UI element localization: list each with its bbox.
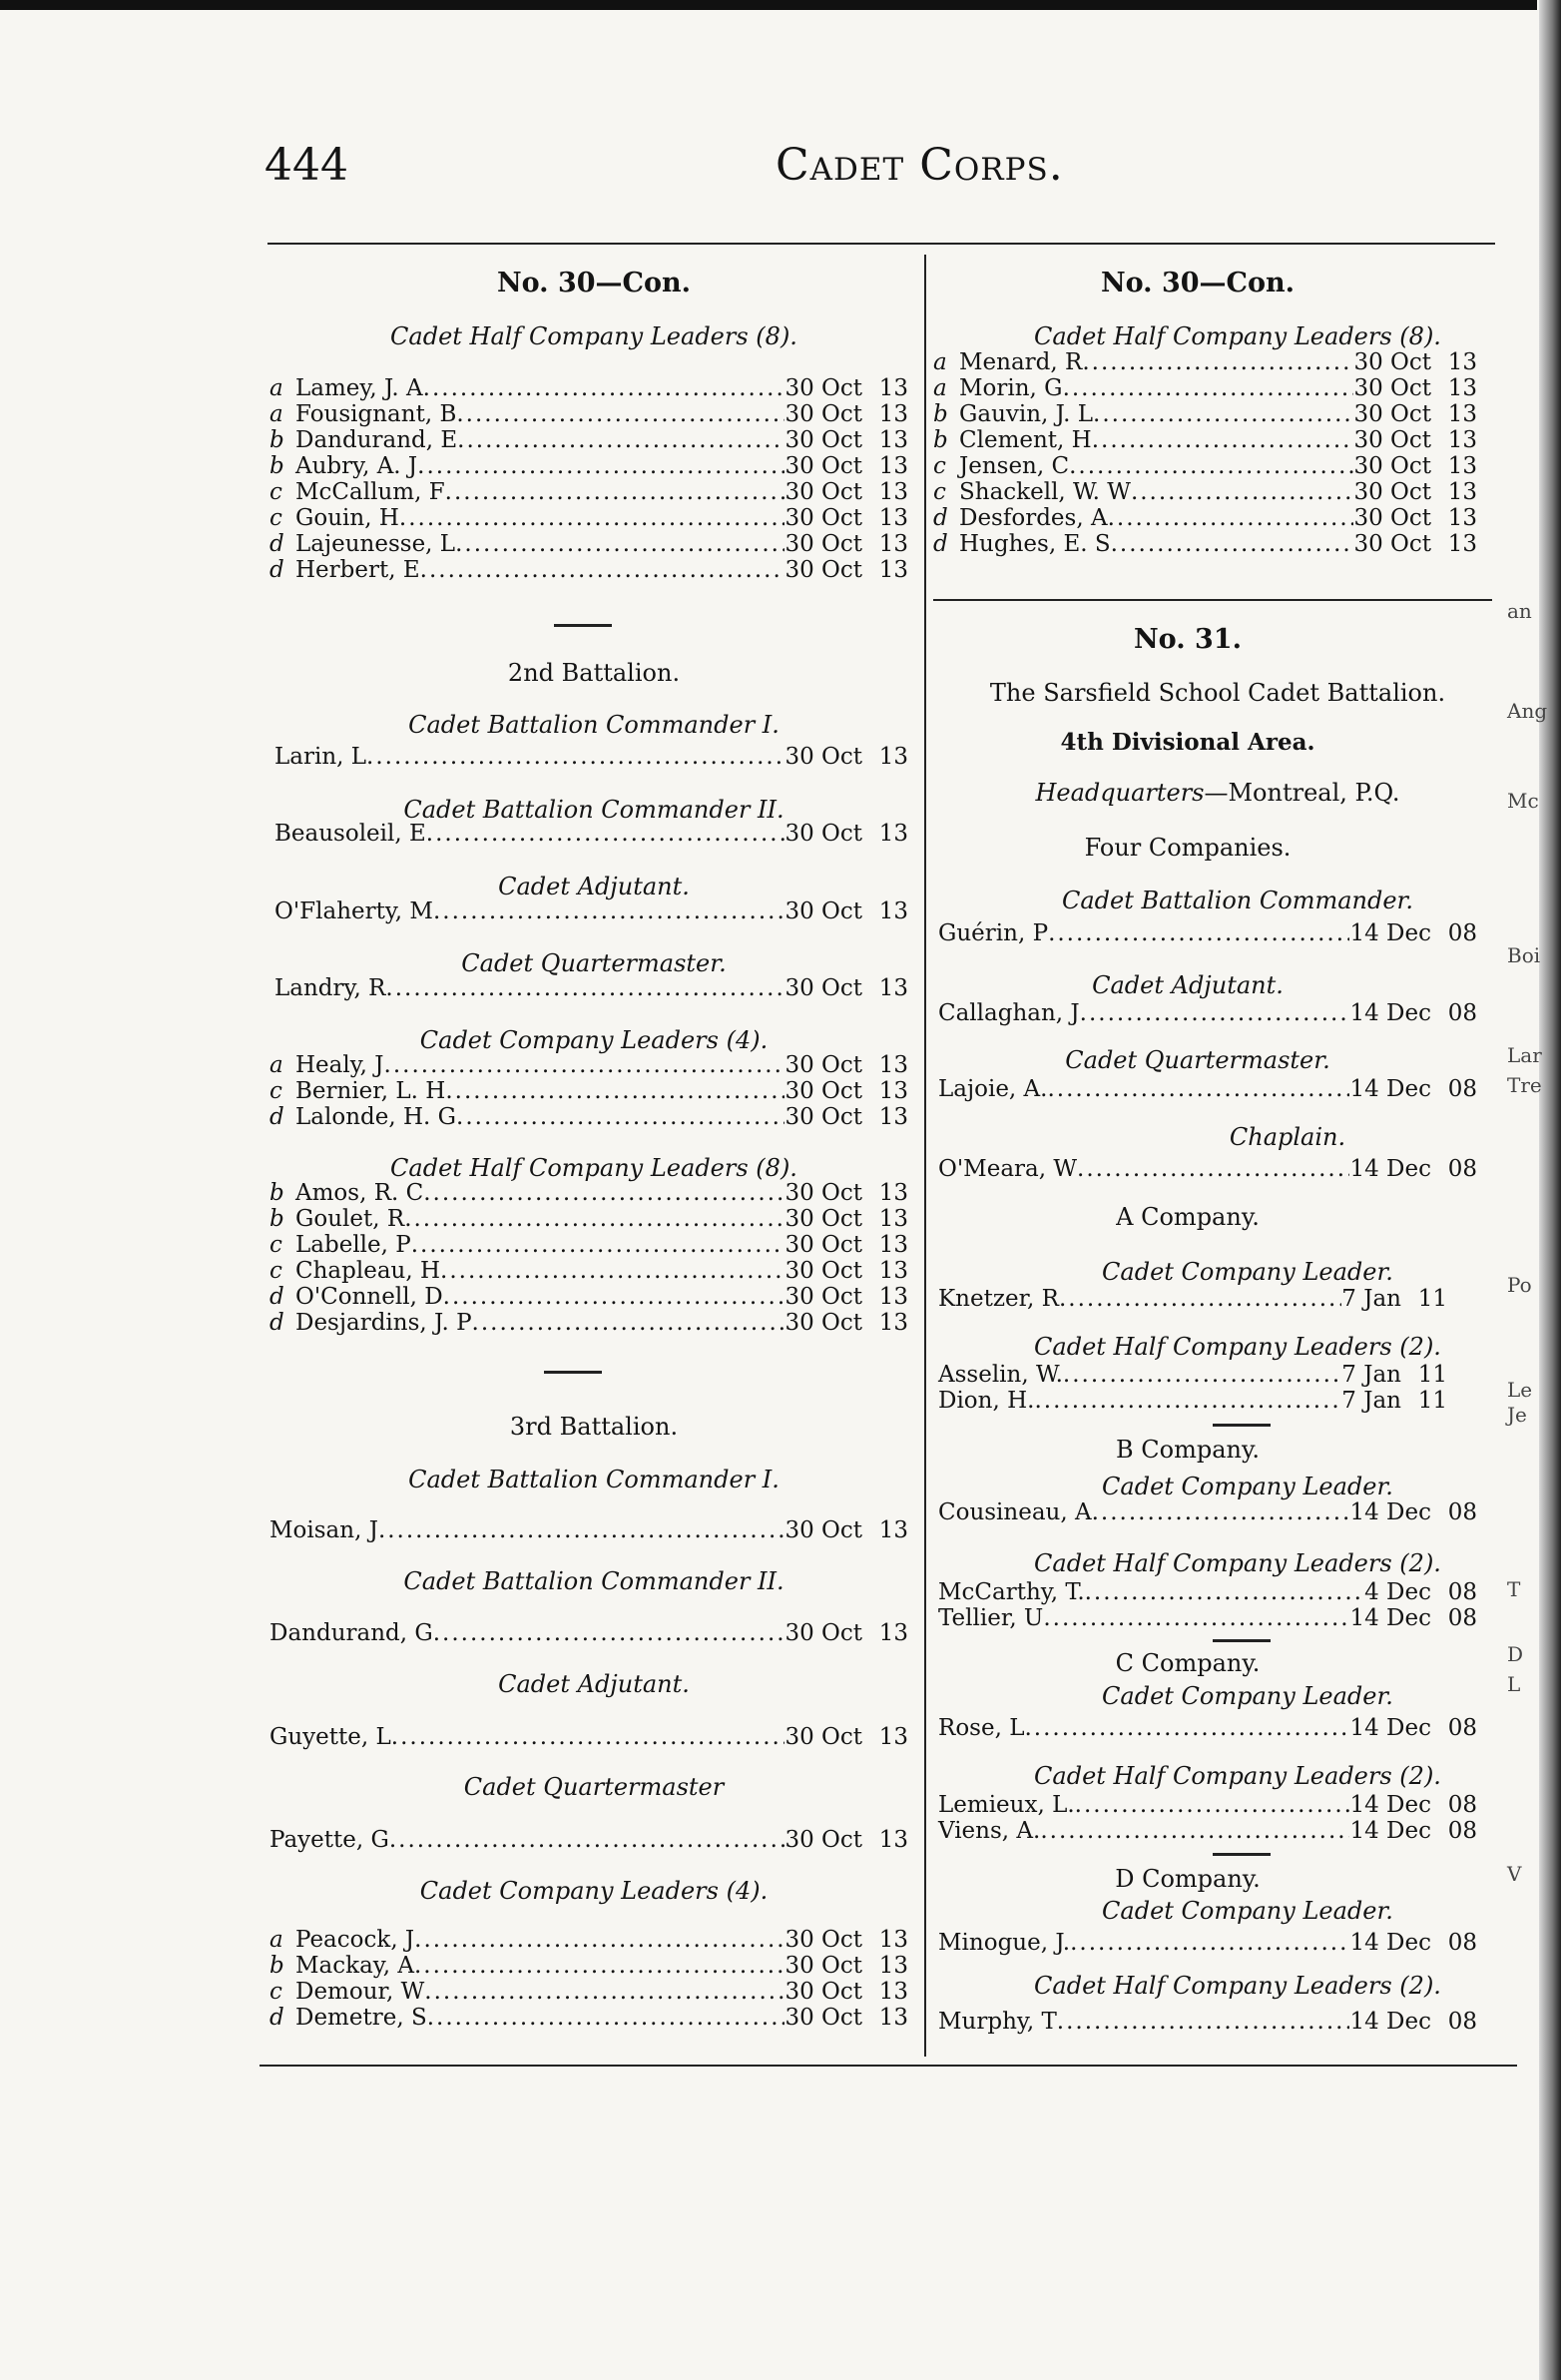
list-item [933, 453, 1477, 479]
entry-date: 30 Oct [784, 1979, 862, 2005]
entry-name: McCarthy, T. [938, 1579, 1085, 1605]
entry-name: Goulet, R [295, 1206, 405, 1232]
list-item: Beausoleil, E ..... 30 Oct 13 [274, 821, 908, 847]
entry-name: Asselin, W. [938, 1362, 1063, 1388]
entry-name: McCallum, F [295, 479, 445, 505]
entry-date: 30 Oct [784, 375, 862, 401]
entry-name: Lalonde, H. G [295, 1104, 457, 1130]
entry-year: 13 [1447, 479, 1477, 505]
list-item [269, 1078, 908, 1104]
rank-heading: Cadet Battalion Commander II. [403, 796, 784, 824]
list-item [269, 1258, 908, 1284]
page-title: Cadet Corps. [776, 140, 1064, 191]
entry-year: 13 [878, 1078, 908, 1104]
section-rule [933, 599, 1492, 601]
entry-year: 08 [1447, 1818, 1477, 1844]
list-item [933, 427, 1477, 453]
entry-year: 13 [878, 1927, 908, 1953]
entry-year: 08 [1447, 1792, 1477, 1818]
list-item [938, 1579, 1477, 1605]
entry-name: Bernier, L. H [295, 1078, 446, 1104]
list-item [938, 1818, 1477, 1844]
list-item [269, 1284, 908, 1310]
margin-fragment: Ang [1507, 699, 1548, 723]
margin-fragment: Tre [1507, 1073, 1542, 1097]
leader-dots [404, 1206, 784, 1232]
entry-prefix: d [933, 531, 948, 557]
entry-name: Mackay, A [295, 1953, 414, 1979]
entry-prefix: c [269, 1258, 282, 1284]
section-heading: No. 30—Con. [1100, 268, 1296, 298]
leader-dots [424, 1979, 784, 2005]
rank-heading: Cadet Half Company Leaders (2). [1034, 1762, 1441, 1790]
entry-year: 13 [878, 2005, 908, 2031]
rank-heading: Cadet Company Leaders (4). [419, 1877, 769, 1905]
entry-name: Desjardins, J. P [295, 1310, 472, 1336]
entry-date: 30 Oct [784, 1104, 862, 1130]
entry-year: 13 [1447, 427, 1477, 453]
entry-prefix: d [269, 557, 284, 583]
entry-date: 30 Oct [784, 1206, 862, 1232]
leader-dots [1063, 1362, 1341, 1388]
entry-name: Lajeunesse, L [295, 531, 456, 557]
entry-date: 14 Dec [1349, 1818, 1431, 1844]
entry-year: 13 [878, 401, 908, 427]
entry-name: Jensen, C [959, 453, 1070, 479]
page-top-edge [0, 0, 1537, 10]
list-item [938, 1388, 1447, 1414]
entry-name: Viens, A. [938, 1818, 1041, 1844]
margin-fragment: Le [1507, 1378, 1533, 1402]
leader-dots [443, 1284, 785, 1310]
entry-prefix: c [933, 479, 946, 505]
entry-name: Tellier, U [938, 1605, 1044, 1631]
entry-year: 13 [878, 1979, 908, 2005]
rank-heading: Cadet Adjutant. [498, 873, 690, 900]
entry-name: Peacock, J [295, 1927, 415, 1953]
entry-year: 13 [878, 505, 908, 531]
leader-dots [440, 1258, 784, 1284]
entry-prefix: c [269, 1078, 282, 1104]
entry-date: 30 Oct [784, 1078, 862, 1104]
entry-year: 13 [1447, 505, 1477, 531]
entry-prefix: b [269, 1206, 284, 1232]
section-divider [1213, 1639, 1271, 1642]
leader-dots [1063, 375, 1354, 401]
rank-heading: Cadet Company Leader. [1102, 1473, 1393, 1500]
rank-heading: Chaplain. [1229, 1123, 1346, 1151]
list-item [938, 1362, 1447, 1388]
entry-name: Healy, J [295, 1052, 384, 1078]
divisional-area: 4th Divisional Area. [1060, 729, 1315, 756]
entry-prefix: d [269, 531, 284, 557]
entry-name: Menard, R [959, 349, 1083, 375]
rank-heading: Cadet Battalion Commander I. [408, 711, 780, 739]
page-number: 444 [264, 140, 348, 191]
company-title: A Company. [1116, 1203, 1260, 1231]
company-title: D Company. [1115, 1865, 1261, 1893]
leader-dots [1082, 349, 1353, 375]
entry-prefix: a [269, 401, 283, 427]
list-item: Dandurand, G ..... 30 Oct 13 [269, 1620, 908, 1646]
margin-fragment: Boi [1507, 943, 1541, 967]
leader-dots [445, 1078, 784, 1104]
entry-prefix: c [269, 505, 282, 531]
leader-dots [423, 1180, 784, 1206]
entry-year: 13 [878, 1180, 908, 1206]
entry-date: 30 Oct [784, 1953, 862, 1979]
margin-fragment: Po [1507, 1273, 1532, 1297]
entry-name: O'Connell, D [295, 1284, 443, 1310]
entry-prefix: b [933, 401, 948, 427]
entry-year: 11 [1417, 1362, 1447, 1388]
list-item [933, 531, 1477, 557]
list-item [269, 1052, 908, 1078]
entry-prefix: c [269, 1979, 282, 2005]
list-item: Landry, R ..... 30 Oct 13 [274, 975, 908, 1001]
leader-dots [1092, 427, 1354, 453]
entry-name: Gouin, H [295, 505, 399, 531]
list-item: Larin, L ..... 30 Oct 13 [274, 744, 908, 770]
entry-date: 14 Dec [1349, 1792, 1431, 1818]
margin-fragment: L [1507, 1672, 1521, 1696]
list-item [269, 1953, 908, 1979]
margin-fragment: an [1507, 599, 1532, 623]
list-item [933, 505, 1477, 531]
entry-date: 30 Oct [784, 1284, 862, 1310]
entry-name: Herbert, E [295, 557, 420, 583]
entry-prefix: b [269, 453, 284, 479]
entry-year: 13 [878, 1284, 908, 1310]
leader-dots [423, 375, 785, 401]
entry-date: 30 Oct [1353, 479, 1431, 505]
leader-dots [1108, 505, 1354, 531]
list-item [269, 505, 908, 531]
entry-prefix: b [269, 427, 284, 453]
list-item [269, 375, 908, 401]
entry-name: Demetre, S [295, 2005, 427, 2031]
entry-date: 7 Jan [1341, 1362, 1401, 1388]
list-item: Rose, L ..... 14 Dec 08 [938, 1715, 1477, 1741]
entry-date: 30 Oct [1353, 453, 1431, 479]
entry-name: Clement, H [959, 427, 1092, 453]
list-item [269, 1180, 908, 1206]
entry-date: 30 Oct [1353, 401, 1431, 427]
rank-heading: Cadet Half Company Leaders (2). [1034, 1972, 1441, 2000]
entry-prefix: c [269, 1232, 282, 1258]
list-item [269, 2005, 908, 2031]
column-divider [924, 255, 926, 2057]
leader-dots [1034, 1388, 1341, 1414]
entry-date: 30 Oct [1353, 427, 1431, 453]
company-title: C Company. [1115, 1649, 1261, 1677]
section-divider [1213, 1424, 1271, 1427]
entry-date: 30 Oct [784, 479, 862, 505]
list-item [933, 375, 1477, 401]
list-item: Callaghan, J ..... 14 Dec 08 [938, 1000, 1477, 1026]
entry-date: 30 Oct [1353, 349, 1431, 375]
entry-year: 13 [878, 1232, 908, 1258]
section-divider [554, 624, 612, 627]
entry-name: Fousignant, B [295, 401, 457, 427]
entry-name: Chapleau, H [295, 1258, 441, 1284]
list-item: O'Flaherty, M ..... 30 Oct 13 [274, 898, 908, 924]
rank-heading: Cadet Half Company Leaders (8). [1034, 322, 1441, 350]
leader-dots [1085, 1579, 1364, 1605]
entry-prefix: c [269, 479, 282, 505]
entry-name: Hughes, E. S [959, 531, 1111, 557]
entry-year: 13 [1447, 401, 1477, 427]
list-item [269, 1104, 908, 1130]
list-item [269, 1232, 908, 1258]
entry-prefix: d [269, 1310, 284, 1336]
list-item: Minogue, J. ..... 14 Dec 08 [938, 1930, 1477, 1956]
rank-heading: Cadet Company Leader. [1102, 1682, 1393, 1710]
list-item: Lajoie, A. ..... 14 Dec 08 [938, 1076, 1477, 1102]
margin-fragment: T [1507, 1577, 1521, 1601]
entry-date: 7 Jan [1341, 1388, 1401, 1414]
entry-prefix: b [269, 1953, 284, 1979]
entry-date: 30 Oct [784, 1927, 862, 1953]
entry-date: 30 Oct [784, 1310, 862, 1336]
margin-fragment: Lar [1507, 1043, 1542, 1067]
entry-prefix: b [269, 1180, 284, 1206]
entry-year: 13 [878, 427, 908, 453]
rank-heading: Cadet Battalion Commander. [1061, 887, 1414, 914]
rank-heading: Cadet Adjutant. [498, 1670, 690, 1698]
leader-dots [1040, 1818, 1349, 1844]
rank-heading: Cadet Half Company Leaders (8). [390, 322, 797, 350]
entry-year: 13 [878, 1258, 908, 1284]
battalion-number: No. 31. [1134, 624, 1242, 655]
list-item: Cousineau, A ..... 14 Dec 08 [938, 1499, 1477, 1525]
battalion-heading: 3rd Battalion. [509, 1413, 679, 1441]
rank-heading: Cadet Half Company Leaders (2). [1034, 1549, 1441, 1577]
leader-dots [455, 531, 784, 557]
list-item: O'Meara, W ..... 14 Dec 08 [938, 1156, 1477, 1182]
rank-heading: Cadet Half Company Leaders (8). [390, 1154, 797, 1182]
battalion-heading: 2nd Battalion. [507, 659, 681, 687]
entry-name: Demour, W [295, 1979, 425, 2005]
entry-name: Labelle, P [295, 1232, 411, 1258]
rank-heading: Cadet Quartermaster. [461, 949, 727, 977]
entry-year: 13 [878, 479, 908, 505]
entry-date: 30 Oct [1353, 505, 1431, 531]
margin-fragment: D [1507, 1642, 1524, 1666]
entry-date: 30 Oct [784, 1180, 862, 1206]
entry-prefix: d [269, 1104, 284, 1130]
entry-date: 30 Oct [784, 531, 862, 557]
leader-dots [456, 401, 784, 427]
rank-heading: Cadet Adjutant. [1092, 971, 1284, 999]
leader-dots [420, 557, 785, 583]
page-binding-edge [1539, 0, 1561, 2380]
list-item [269, 453, 908, 479]
rank-heading: Cadet Company Leaders (4). [419, 1026, 769, 1054]
entry-year: 13 [878, 1953, 908, 1979]
battalion-name: The Sarsfield School Cadet Battalion. [989, 679, 1446, 707]
entry-prefix: a [933, 349, 947, 375]
entry-year: 13 [878, 557, 908, 583]
entry-name: Aubry, A. J [295, 453, 418, 479]
company-title: B Company. [1116, 1436, 1260, 1464]
leader-dots [411, 1232, 785, 1258]
leader-dots [384, 1052, 785, 1078]
entry-name: Dandurand, E [295, 427, 458, 453]
list-item: Murphy, T ..... 14 Dec 08 [938, 2009, 1477, 2035]
leader-dots [1111, 531, 1354, 557]
leader-dots [1069, 453, 1353, 479]
entry-date: 30 Oct [1353, 531, 1431, 557]
entry-year: 13 [878, 375, 908, 401]
list-item [933, 349, 1477, 375]
entry-year: 13 [878, 453, 908, 479]
entry-prefix: c [933, 453, 946, 479]
header-rule [267, 243, 1495, 245]
footer-rule [260, 2065, 1517, 2067]
list-item [269, 1310, 908, 1336]
list-item: Payette, G ..... 30 Oct 13 [269, 1827, 908, 1853]
list-item [269, 427, 908, 453]
entry-prefix: a [269, 1927, 283, 1953]
list-item [938, 1792, 1477, 1818]
list-item: Knetzer, R ..... 7 Jan 11 [938, 1286, 1447, 1312]
list-item [269, 1206, 908, 1232]
list-item [933, 401, 1477, 427]
leader-dots [427, 2005, 785, 2031]
list-item [269, 479, 908, 505]
entry-year: 13 [1447, 531, 1477, 557]
entry-year: 08 [1447, 1605, 1477, 1631]
margin-fragment: Je [1507, 1403, 1527, 1427]
entry-name: Desfordes, A [959, 505, 1108, 531]
list-item [269, 557, 908, 583]
entry-year: 13 [1447, 375, 1477, 401]
rank-heading: Cadet Company Leader. [1102, 1258, 1393, 1286]
entry-year: 13 [878, 1310, 908, 1336]
rank-heading: Cadet Battalion Commander I. [408, 1466, 780, 1493]
leader-dots [1131, 479, 1354, 505]
entry-date: 30 Oct [784, 557, 862, 583]
entry-date: 30 Oct [784, 1258, 862, 1284]
entry-year: 08 [1447, 1579, 1477, 1605]
leader-dots [472, 1310, 785, 1336]
leader-dots [414, 1953, 784, 1979]
leader-dots [1043, 1605, 1349, 1631]
entry-date: 30 Oct [784, 401, 862, 427]
entry-prefix: d [933, 505, 948, 531]
entry-year: 13 [878, 531, 908, 557]
entry-date: 30 Oct [784, 1052, 862, 1078]
headquarters: Headquarters—Montreal, P.Q. [1035, 779, 1400, 807]
entry-year: 13 [878, 1104, 908, 1130]
list-item: Guyette, L ..... 30 Oct 13 [269, 1724, 908, 1750]
entry-year: 11 [1417, 1388, 1447, 1414]
list-item [938, 1605, 1477, 1631]
list-item [269, 1927, 908, 1953]
section-divider [544, 1371, 602, 1374]
entry-date: 30 Oct [784, 2005, 862, 2031]
rank-heading: Cadet Half Company Leaders (2). [1034, 1333, 1441, 1361]
entry-prefix: a [269, 1052, 283, 1078]
leader-dots [457, 427, 784, 453]
section-heading: No. 30—Con. [496, 268, 692, 298]
entry-name: Amos, R. C [295, 1180, 424, 1206]
entry-date: 30 Oct [784, 453, 862, 479]
entry-date: 30 Oct [784, 427, 862, 453]
entry-prefix: d [269, 1284, 284, 1310]
entry-date: 14 Dec [1349, 1605, 1431, 1631]
rank-heading: Cadet Quartermaster. [1065, 1046, 1330, 1074]
list-item [933, 479, 1477, 505]
companies-count: Four Companies. [1084, 834, 1292, 862]
rank-heading: Cadet Company Leader. [1102, 1897, 1393, 1925]
entry-name: Lemieux, L. [938, 1792, 1075, 1818]
margin-fragment: V [1507, 1862, 1522, 1886]
entry-prefix: d [269, 2005, 284, 2031]
rank-heading: Cadet Quartermaster [463, 1773, 725, 1801]
entry-name: Shackell, W. W [959, 479, 1131, 505]
entry-prefix: a [269, 375, 283, 401]
leader-dots [445, 479, 785, 505]
section-divider [1213, 1853, 1271, 1856]
entry-date: 30 Oct [784, 1232, 862, 1258]
entry-year: 13 [1447, 453, 1477, 479]
leader-dots [1075, 1792, 1350, 1818]
margin-fragment: Mc [1507, 789, 1539, 813]
leader-dots [414, 1927, 784, 1953]
entry-date: 4 Dec [1364, 1579, 1431, 1605]
entry-date: 30 Oct [1353, 375, 1431, 401]
entry-name: Morin, G [959, 375, 1063, 401]
list-item [269, 401, 908, 427]
entry-year: 13 [1447, 349, 1477, 375]
entry-name: Gauvin, J. L [959, 401, 1094, 427]
list-item: Moisan, J ..... 30 Oct 13 [269, 1517, 908, 1543]
list-item [269, 1979, 908, 2005]
entry-name: Lamey, J. A [295, 375, 423, 401]
rank-heading: Cadet Battalion Commander II. [403, 1567, 784, 1595]
entry-prefix: b [933, 427, 948, 453]
list-item [269, 531, 908, 557]
list-item: Guérin, P ..... 14 Dec 08 [938, 920, 1477, 946]
entry-name: Dion, H. [938, 1388, 1035, 1414]
entry-prefix: a [933, 375, 947, 401]
entry-date: 30 Oct [784, 505, 862, 531]
entry-year: 13 [878, 1206, 908, 1232]
leader-dots [1093, 401, 1353, 427]
leader-dots [399, 505, 785, 531]
entry-year: 13 [878, 1052, 908, 1078]
leader-dots [456, 1104, 784, 1130]
leader-dots [417, 453, 784, 479]
